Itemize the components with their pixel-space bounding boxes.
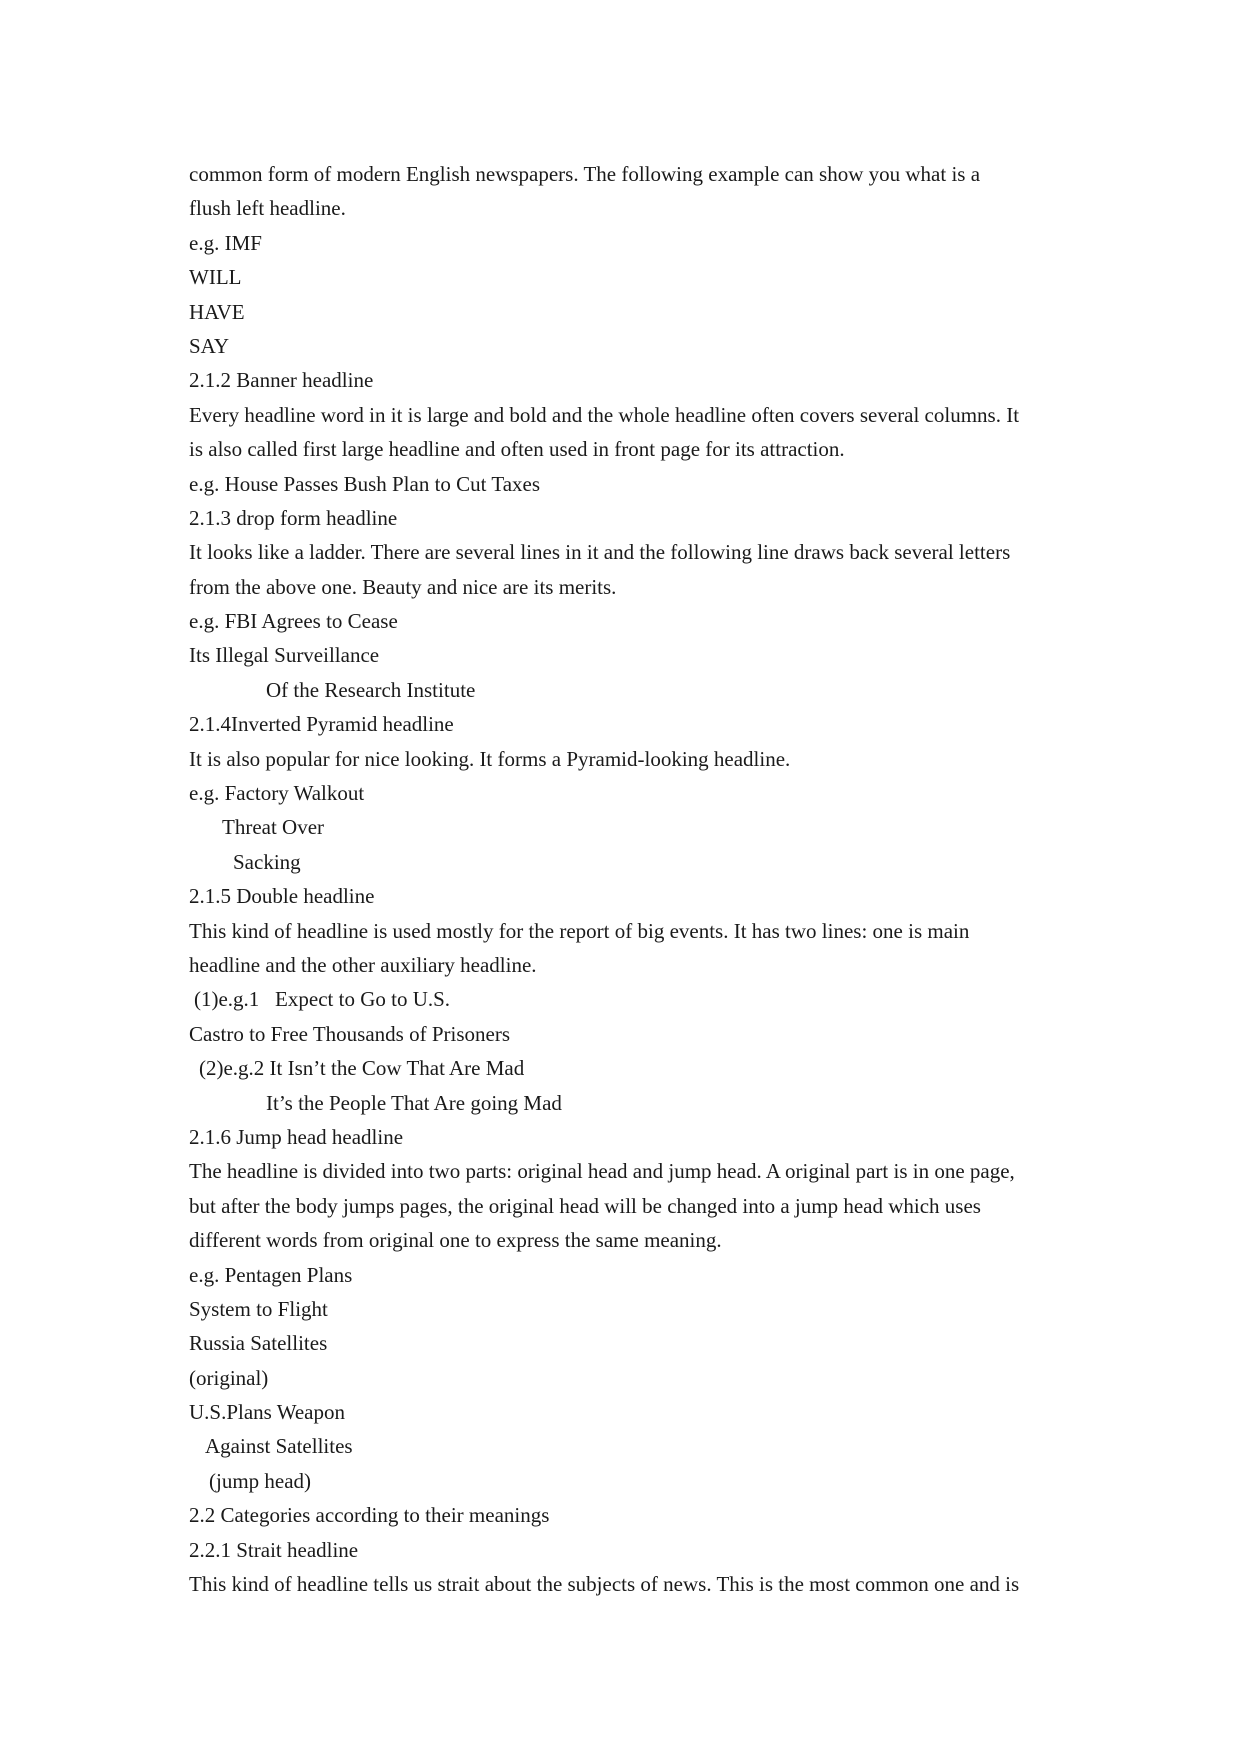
example-line: Its Illegal Surveillance	[189, 643, 380, 668]
example-line: U.S.Plans Weapon	[189, 1400, 346, 1425]
section-heading: 2.1.5 Double headline	[189, 884, 375, 909]
text-line: headline and the other auxiliary headline.	[189, 952, 537, 977]
example-line: Against Satellites	[205, 1434, 353, 1459]
example-line: e.g. House Passes Bush Plan to Cut Taxes	[189, 471, 541, 496]
text-line: The headline is divided into two parts: original head and jump head. A original part is in one page,	[189, 1159, 1015, 1184]
text-line: This kind of headline tells us strait about the subjects of news. This is the most common one and is	[189, 1572, 1020, 1597]
text-line: but after the body jumps pages, the original head will be changed into a jump head which uses	[189, 1193, 981, 1218]
example-line: e.g. Pentagen Plans	[189, 1262, 353, 1287]
section-heading: 2.1.4Inverted Pyramid headline	[189, 712, 454, 737]
example-line: Of the Research Institute	[266, 677, 476, 702]
text-line: flush left headline.	[189, 196, 346, 221]
example-line: (1)e.g.1 Expect to Go to U.S.	[194, 987, 451, 1012]
text-line: different words from original one to express the same meaning.	[189, 1228, 722, 1253]
section-heading: 2.2 Categories according to their meanings	[189, 1503, 550, 1528]
example-line: e.g. FBI Agrees to Cease	[189, 609, 398, 634]
text-line: It looks like a ladder. There are several lines in it and the following line draws back several letters	[189, 540, 1011, 565]
section-heading: 2.1.6 Jump head headline	[189, 1124, 404, 1149]
text-line: This kind of headline is used mostly for the report of big events. It has two lines: one is main	[189, 918, 970, 943]
text-line: It is also popular for nice looking. It forms a Pyramid-looking headline.	[189, 746, 791, 771]
example-line: e.g. IMF	[189, 230, 262, 255]
example-line: Sacking	[233, 849, 301, 874]
example-line: System to Flight	[189, 1296, 328, 1321]
example-line: (2)e.g.2 It Isn’t the Cow That Are Mad	[199, 1056, 525, 1081]
example-line: (jump head)	[209, 1468, 312, 1493]
section-heading: 2.2.1 Strait headline	[189, 1537, 359, 1562]
example-line: SAY	[189, 333, 230, 358]
example-line: e.g. Factory Walkout	[189, 781, 365, 806]
text-line: Every headline word in it is large and bold and the whole headline often covers several columns. It	[189, 402, 1020, 427]
example-line: HAVE	[189, 299, 245, 324]
section-heading: 2.1.2 Banner headline	[189, 368, 374, 393]
text-line: from the above one. Beauty and nice are its merits.	[189, 574, 617, 599]
example-line: Castro to Free Thousands of Prisoners	[189, 1021, 510, 1046]
example-line: (original)	[189, 1365, 269, 1390]
example-line: Russia Satellites	[189, 1331, 328, 1356]
example-line: WILL	[189, 265, 242, 290]
section-heading: 2.1.3 drop form headline	[189, 505, 398, 530]
example-line: Threat Over	[222, 815, 325, 840]
example-line: It’s the People That Are going Mad	[266, 1090, 562, 1115]
text-line: is also called first large headline and often used in front page for its attraction.	[189, 437, 845, 462]
document-body	[189, 157, 1069, 1601]
text-line: common form of modern English newspapers. The following example can show you what is a	[189, 162, 981, 186]
